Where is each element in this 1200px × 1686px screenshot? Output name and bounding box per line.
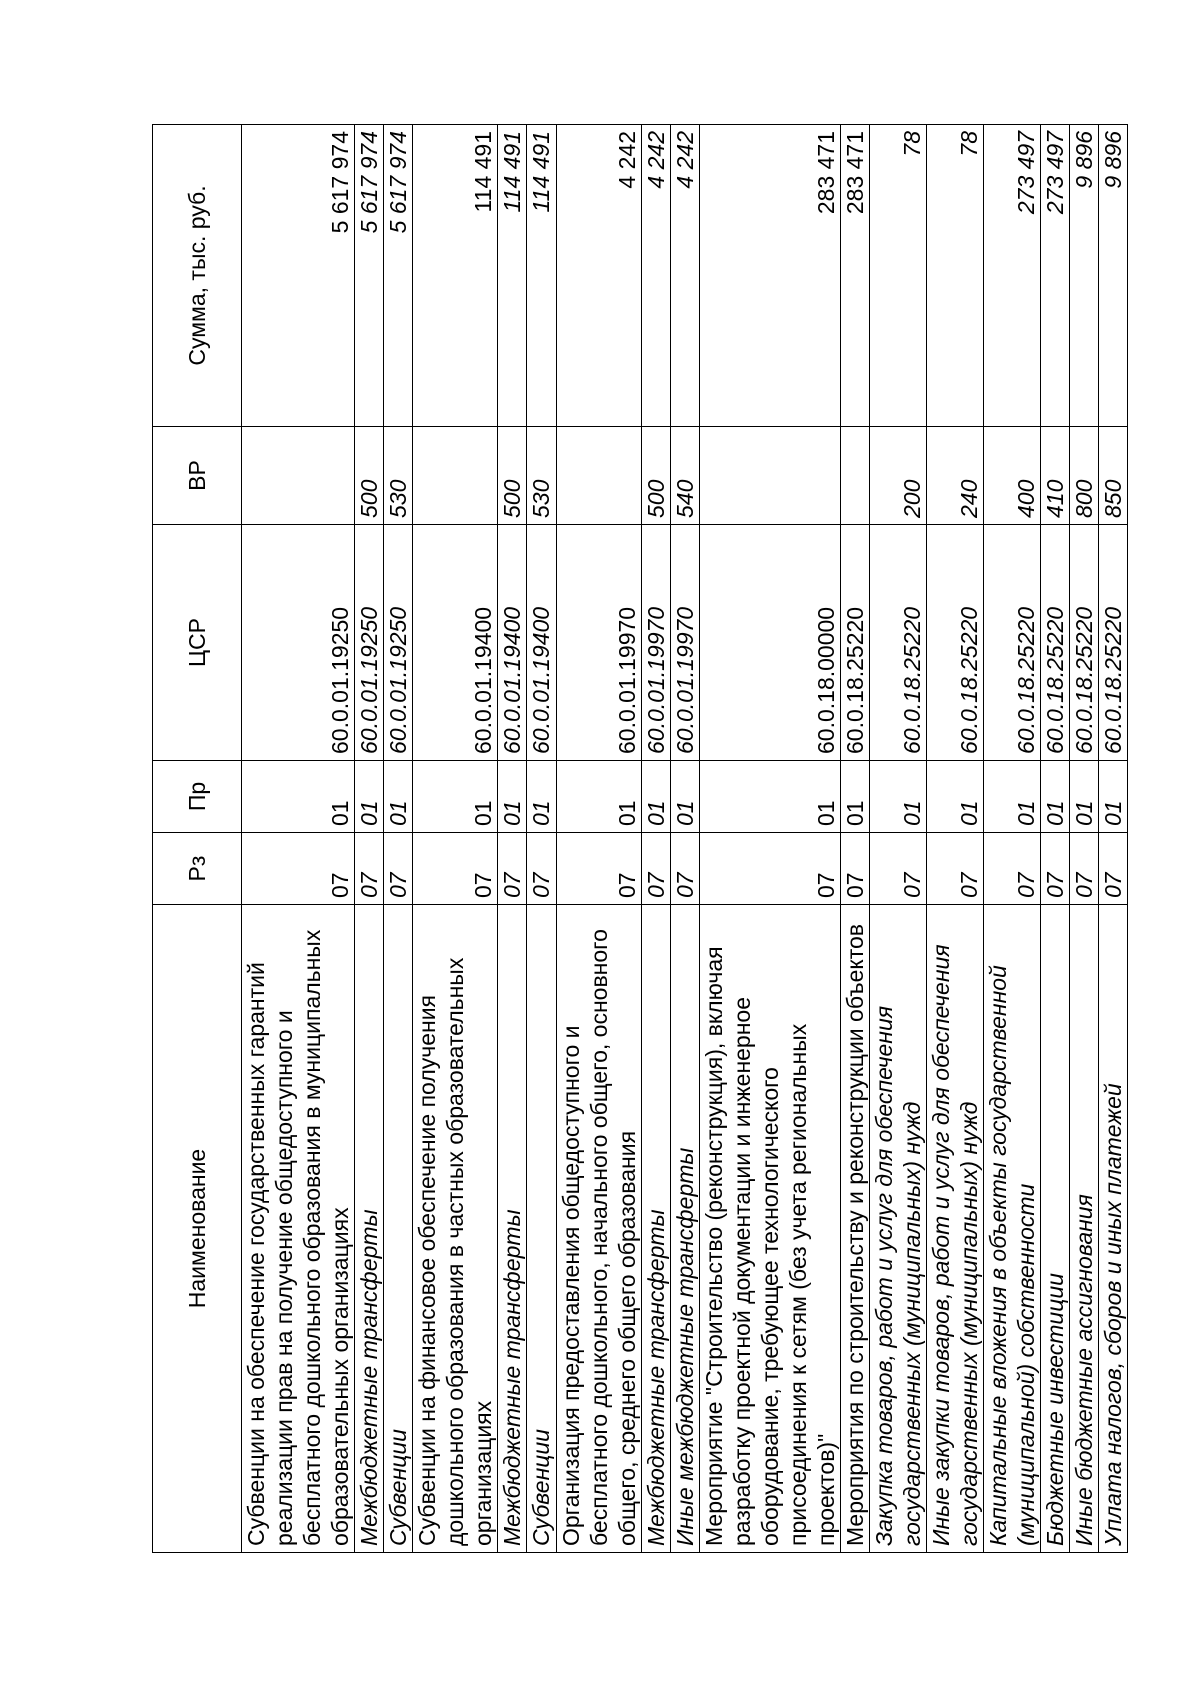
cell-name: Капитальные вложения в объекты государственной (муниципальной) собственности — [984, 905, 1041, 1553]
cell-rz: 07 — [670, 833, 699, 905]
cell-name: Субвенции — [527, 905, 556, 1553]
table-row — [1099, 125, 1128, 1553]
cell-csr: 60.0.01.19250 — [384, 525, 413, 761]
cell-csr: 60.0.01.19970 — [556, 525, 641, 761]
cell-rz: 07 — [384, 833, 413, 905]
cell-sum: 114 491 — [498, 125, 527, 427]
table-row — [670, 125, 699, 1553]
table-row — [355, 125, 384, 1553]
budget-table-container — [152, 125, 1127, 1553]
cell-name: Субвенции — [384, 905, 413, 1553]
table-row — [641, 125, 670, 1553]
cell-pr: 01 — [670, 761, 699, 833]
cell-rz: 07 — [355, 833, 384, 905]
cell-name: Межбюджетные трансферты — [355, 905, 384, 1553]
cell-csr: 60.0.01.19400 — [413, 525, 498, 761]
cell-sum: 5 617 974 — [355, 125, 384, 427]
cell-sum: 9 896 — [1099, 125, 1128, 427]
cell-rz: 07 — [1041, 833, 1070, 905]
header-rz: Рз — [153, 833, 242, 905]
cell-pr: 01 — [927, 761, 984, 833]
cell-csr: 60.0.01.19970 — [670, 525, 699, 761]
cell-pr: 01 — [355, 761, 384, 833]
cell-vr — [556, 427, 641, 525]
cell-pr: 01 — [384, 761, 413, 833]
cell-rz: 07 — [556, 833, 641, 905]
cell-pr: 01 — [699, 761, 840, 833]
cell-vr — [413, 427, 498, 525]
header-vr: ВР — [153, 427, 242, 525]
table-row — [870, 125, 927, 1553]
cell-sum: 5 617 974 — [384, 125, 413, 427]
cell-vr: 530 — [384, 427, 413, 525]
cell-name: Мероприятие "Строительство (реконструкция), включая разработку проектной документации и инженерное оборудование, требующее технологического присоединения к сетям (без учета региональных проектов)" — [699, 905, 840, 1553]
cell-vr: 500 — [641, 427, 670, 525]
cell-vr — [840, 427, 869, 525]
table-row — [1070, 125, 1099, 1553]
cell-csr: 60.0.18.25220 — [1070, 525, 1099, 761]
cell-csr: 60.0.18.25220 — [984, 525, 1041, 761]
table-row — [242, 125, 355, 1553]
table-row — [384, 125, 413, 1553]
cell-sum: 78 — [870, 125, 927, 427]
cell-sum: 4 242 — [670, 125, 699, 427]
cell-vr: 400 — [984, 427, 1041, 525]
cell-name: Субвенции на финансовое обеспечение получения дошкольного образования в частных образовательных организациях — [413, 905, 498, 1553]
cell-name: Закупка товаров, работ и услуг для обеспечения государственных (муниципальных) нужд — [870, 905, 927, 1553]
header-csr: ЦСР — [153, 525, 242, 761]
cell-vr: 530 — [527, 427, 556, 525]
cell-rz: 07 — [527, 833, 556, 905]
table-row — [927, 125, 984, 1553]
page-number — [60, 0, 110, 818]
cell-sum: 114 491 — [527, 125, 556, 427]
cell-pr: 01 — [984, 761, 1041, 833]
cell-rz: 07 — [641, 833, 670, 905]
cell-csr: 60.0.18.25220 — [927, 525, 984, 761]
table-row — [556, 125, 641, 1553]
cell-csr: 60.0.18.00000 — [699, 525, 840, 761]
cell-rz: 07 — [242, 833, 355, 905]
cell-vr: 500 — [498, 427, 527, 525]
cell-vr: 240 — [927, 427, 984, 525]
cell-rz: 07 — [840, 833, 869, 905]
cell-sum: 78 — [927, 125, 984, 427]
table-body — [242, 125, 1128, 1553]
cell-rz: 07 — [1099, 833, 1128, 905]
cell-name: Иные межбюджетные трансферты — [670, 905, 699, 1553]
cell-vr: 800 — [1070, 427, 1099, 525]
cell-vr: 540 — [670, 427, 699, 525]
cell-rz: 07 — [927, 833, 984, 905]
cell-name: Межбюджетные трансферты — [498, 905, 527, 1553]
cell-csr: 60.0.18.25220 — [1041, 525, 1070, 761]
cell-sum: 283 471 — [699, 125, 840, 427]
cell-sum: 114 491 — [413, 125, 498, 427]
header-name: Наименование — [153, 905, 242, 1553]
budget-table — [152, 124, 1128, 1553]
cell-sum: 283 471 — [840, 125, 869, 427]
cell-rz: 07 — [984, 833, 1041, 905]
table-row — [699, 125, 840, 1553]
cell-rz: 07 — [1070, 833, 1099, 905]
cell-sum: 9 896 — [1070, 125, 1099, 427]
cell-name: Субвенции на обеспечение государственных гарантий реализации прав на получение общедоступного и бесплатного дошкольного образования в муниципальных образовательных организациях — [242, 905, 355, 1553]
cell-name: Межбюджетные трансферты — [641, 905, 670, 1553]
cell-sum: 273 497 — [984, 125, 1041, 427]
cell-csr: 60.0.18.25220 — [840, 525, 869, 761]
cell-pr: 01 — [413, 761, 498, 833]
cell-pr: 01 — [840, 761, 869, 833]
cell-vr — [699, 427, 840, 525]
cell-vr: 200 — [870, 427, 927, 525]
cell-pr: 01 — [556, 761, 641, 833]
cell-name: Иные бюджетные ассигнования — [1070, 905, 1099, 1553]
cell-pr: 01 — [1041, 761, 1070, 833]
cell-csr: 60.0.18.25220 — [870, 525, 927, 761]
table-row — [527, 125, 556, 1553]
cell-csr: 60.0.01.19970 — [641, 525, 670, 761]
cell-pr: 01 — [641, 761, 670, 833]
cell-pr: 01 — [498, 761, 527, 833]
header-pr: Пр — [153, 761, 242, 833]
cell-csr: 60.0.01.19400 — [527, 525, 556, 761]
cell-name: Уплата налогов, сборов и иных платежей — [1099, 905, 1128, 1553]
cell-pr: 01 — [527, 761, 556, 833]
cell-csr: 60.0.18.25220 — [1099, 525, 1128, 761]
cell-sum: 273 497 — [1041, 125, 1070, 427]
cell-pr: 01 — [1070, 761, 1099, 833]
cell-name: Бюджетные инвестиции — [1041, 905, 1070, 1553]
table-row — [1041, 125, 1070, 1553]
cell-pr: 01 — [870, 761, 927, 833]
cell-vr — [242, 427, 355, 525]
cell-rz: 07 — [699, 833, 840, 905]
cell-csr: 60.0.01.19250 — [355, 525, 384, 761]
cell-pr: 01 — [1099, 761, 1128, 833]
cell-vr: 410 — [1041, 427, 1070, 525]
cell-vr: 850 — [1099, 427, 1128, 525]
cell-rz: 07 — [413, 833, 498, 905]
cell-sum: 4 242 — [556, 125, 641, 427]
cell-name: Организация предоставления общедоступного и бесплатного дошкольного, начального общего, основного общего, среднего общего образования — [556, 905, 641, 1553]
cell-name: Иные закупки товаров, работ и услуг для обеспечения государственных (муниципальных) нужд — [927, 905, 984, 1553]
cell-csr: 60.0.01.19400 — [498, 525, 527, 761]
cell-csr: 60.0.01.19250 — [242, 525, 355, 761]
cell-rz: 07 — [498, 833, 527, 905]
header-sum: Сумма, тыс. руб. — [153, 125, 242, 427]
cell-vr: 500 — [355, 427, 384, 525]
cell-name: Мероприятия по строительству и реконструкции объектов — [840, 905, 869, 1553]
table-header-row — [153, 125, 242, 1553]
cell-pr: 01 — [242, 761, 355, 833]
table-row — [840, 125, 869, 1553]
cell-rz: 07 — [870, 833, 927, 905]
cell-sum: 5 617 974 — [242, 125, 355, 427]
table-row — [498, 125, 527, 1553]
cell-sum: 4 242 — [641, 125, 670, 427]
table-row — [413, 125, 498, 1553]
table-row — [984, 125, 1041, 1553]
